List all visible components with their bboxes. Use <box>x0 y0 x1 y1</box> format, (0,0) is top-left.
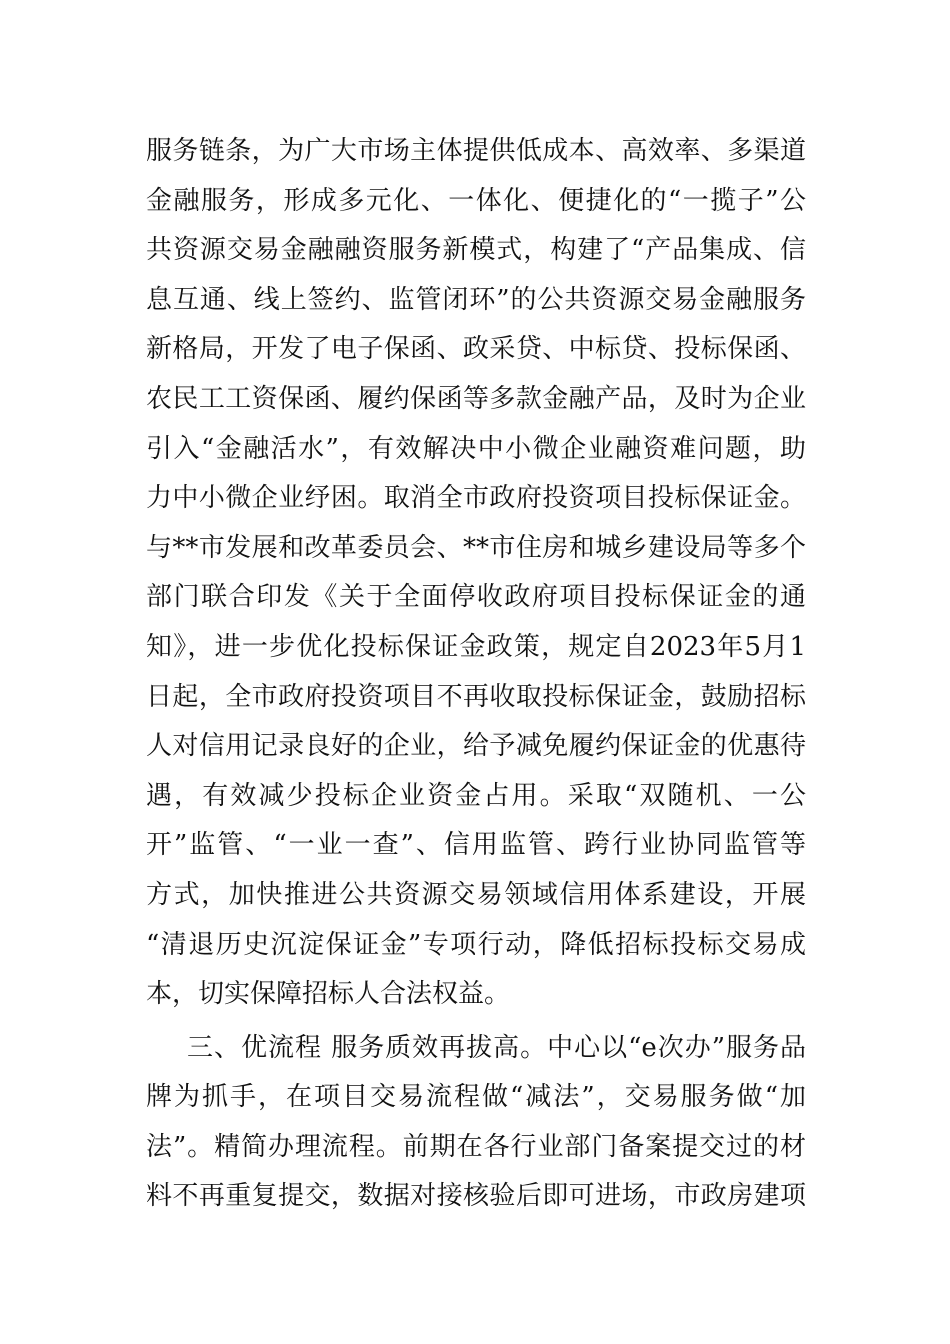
text-line: 新格局，开发了电子保函、政采贷、中标贷、投标保函、 <box>146 334 806 365</box>
text-line: 遇，有效减少投标企业资金占用。采取“双随机、一公 <box>146 780 806 811</box>
text-line: 开”监管、“一业一查”、信用监管、跨行业协同监管等 <box>146 830 806 861</box>
text-line: 部门联合印发《关于全面停收政府项目投标保证金的通 <box>146 582 806 613</box>
text-line: 共资源交易金融融资服务新模式，构建了“产品集成、信 <box>146 235 806 266</box>
text-line: 息互通、线上签约、监管闭环”的公共资源交易金融服务 <box>146 284 806 315</box>
document-page <box>146 127 806 1222</box>
text-line: 方式，加快推进公共资源交易领域信用体系建设，开展 <box>146 879 806 910</box>
text-line: 与**市发展和改革委员会、**市住房和城乡建设局等多个 <box>146 532 806 563</box>
paragraph-financial-services <box>146 127 806 1020</box>
text-line: 料不再重复提交，数据对接核验后即可进场，市政房建项 <box>146 1181 806 1212</box>
text-line: 农民工工资保函、履约保函等多款金融产品，及时为企业 <box>146 383 806 414</box>
text-line: 日起，全市政府投资项目不再收取投标保证金，鼓励招标 <box>146 681 806 712</box>
text-line: “清退历史沉淀保证金”专项行动，降低招标投标交易成 <box>146 929 806 960</box>
text-line: 本，切实保障招标人合法权益。 <box>146 979 511 1010</box>
text-line: 力中小微企业纾困。取消全市政府投资项目投标保证金。 <box>146 483 806 514</box>
paragraph-optimize-process <box>146 1024 806 1222</box>
text-line: 法”。精简办理流程。前期在各行业部门备案提交过的材 <box>146 1131 806 1162</box>
text-line: 人对信用记录良好的企业，给予减免履约保证金的优惠待 <box>146 731 806 762</box>
text-line: 引入“金融活水”，有效解决中小微企业融资难问题，助 <box>146 433 806 464</box>
text-line: 服务链条，为广大市场主体提供低成本、高效率、多渠道 <box>146 136 806 166</box>
text-line: 知》，进一步优化投标保证金政策，规定自2023年5月1 <box>146 631 806 662</box>
section-heading-line: 三、优流程 服务质效再拔高。中心以“e次办”服务品 <box>187 1032 806 1063</box>
text-line: 金融服务，形成多元化、一体化、便捷化的“一揽子”公 <box>146 185 806 216</box>
text-line: 牌为抓手，在项目交易流程做“减法”，交易服务做“加 <box>146 1082 806 1113</box>
